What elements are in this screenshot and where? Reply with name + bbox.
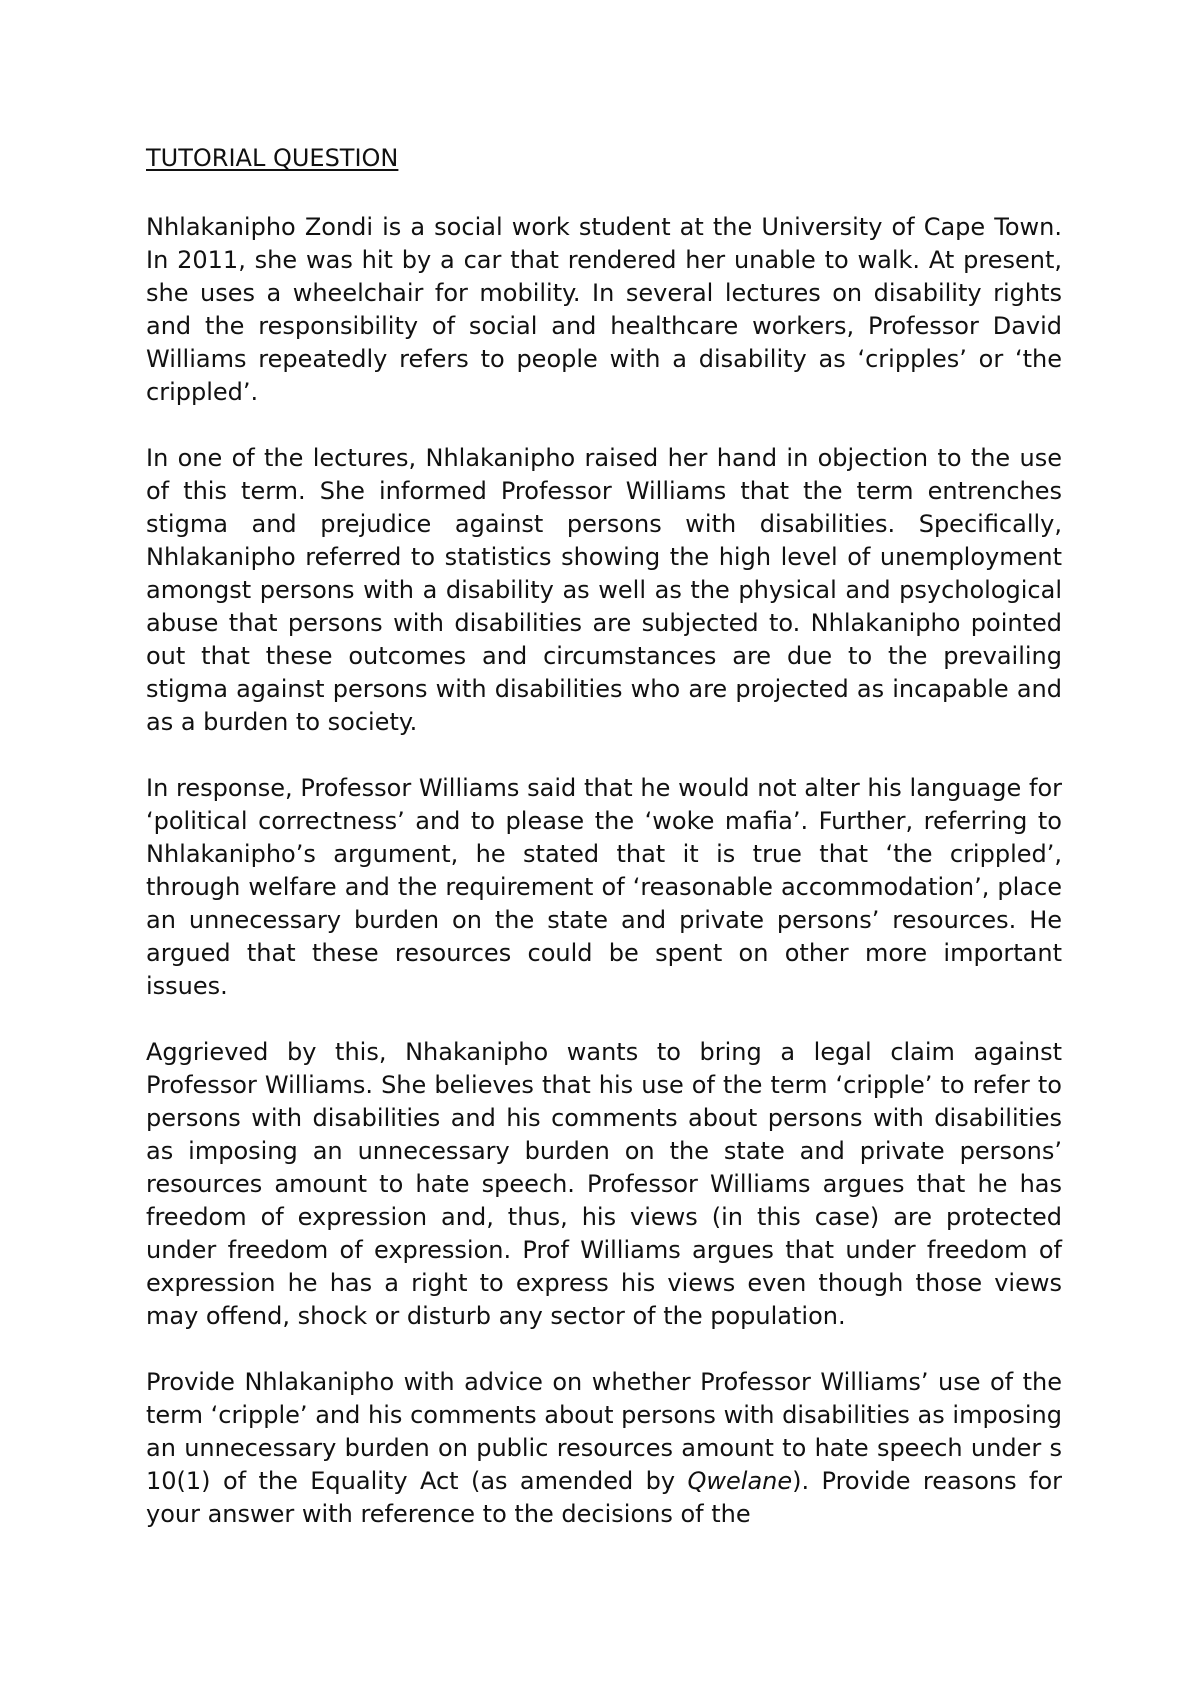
paragraph-facts: Nhlakanipho Zondi is a social work student at the University of Cape Town. In 2011, she was hit by a car that rendered her unable to walk. At present, she uses a wheelchair for mobility. In several lectures on disability rights and the responsibility of social and healthcare workers, Professor David Williams repeatedly refers to people with a disability as ‘cripples’ or ‘the crippled’.	[146, 213, 1062, 406]
case-name-qwelane: Qwelane	[687, 1467, 793, 1495]
paragraph-response: In response, Professor Williams said that he would not alter his language for ‘political correctness’ and to please the ‘woke mafia’. Further, referring to Nhlakanipho’s argument, he stated that it is true that ‘the crippled’, through welfare and the requirement of ‘reasonable accommodation’, place an unnecessary burden on the state and private persons’ resources. He argued that these resources could be spent on other more important issues.	[146, 774, 1062, 1000]
question-text-end: ). Provide reasons for your answer with reference to the decisions of the	[146, 1467, 1062, 1528]
document-title: TUTORIAL QUESTION	[146, 144, 399, 172]
question-text-start: Provide Nhlakanipho with advice on whether Professor Williams’ use of the term ‘cripple’ and his comments about persons with disabilities as imposing an unnecessary burden on public resources amount to hate speech under s 10(1) of the Equality Act (as amended by	[146, 1368, 1062, 1495]
paragraph-claim: Aggrieved by this, Nhakanipho wants to bring a legal claim against Professor Williams. She believes that his use of the term ‘cripple’ to refer to persons with disabilities and his comments about persons with disabilities as imposing an unnecessary burden on the state and private persons’ resources amount to hate speech. Professor Williams argues that he has freedom of expression and, thus, his views (in this case) are protected under freedom of expression. Prof Williams argues that under freedom of expression he has a right to express his views even though those views may offend, shock or disturb any sector of the population.	[146, 1038, 1062, 1330]
paragraph-objection: In one of the lectures, Nhlakanipho raised her hand in objection to the use of this term. She informed Professor Williams that the term entrenches stigma and prejudice against persons with disabilities. Specifically, Nhlakanipho referred to statistics showing the high level of unemployment amongst persons with a disability as well as the physical and psychological abuse that persons with disabilities are subjected to. Nhlakanipho pointed out that these outcomes and circumstances are due to the prevailing stigma against persons with disabilities who are projected as incapable and as a burden to society.	[146, 444, 1062, 736]
document-page	[146, 138, 1062, 1531]
paragraph-question	[146, 1366, 1062, 1531]
